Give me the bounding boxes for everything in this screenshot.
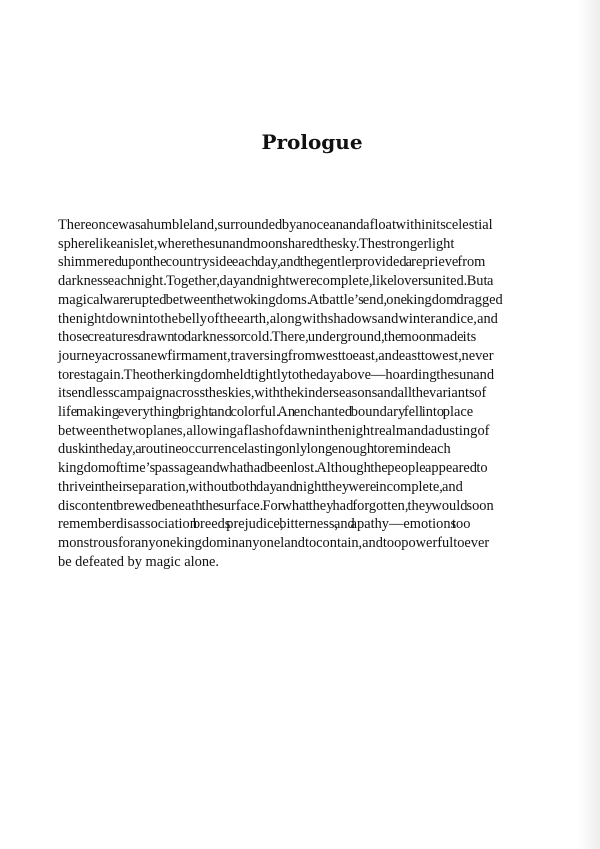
text-line: kingdom of time’s passage and what had been lost. Although the people appeared to <box>58 460 488 477</box>
text-line: shimmered upon the countryside each day, and the gentler provided a reprieve from <box>58 254 486 271</box>
prologue-paragraph <box>58 216 598 571</box>
chapter-title: Prologue <box>261 130 363 154</box>
text-line: be defeated by magic alone. <box>58 553 220 570</box>
text-line: to rest again. The other kingdom held tightly to the day above—hoarding the sun and <box>58 366 495 383</box>
text-line: life making everything bright and colorful. An enchanted boundary fell into place <box>58 404 474 421</box>
text-line: between the two planes, allowing a flash of dawn in the night realm and a dusting of <box>58 422 490 439</box>
text-line: thrive in their separation, without both day and night they were incomplete, and <box>58 478 463 495</box>
text-line: There once was a humble land, surrounded by an ocean and afloat within its celestial <box>58 217 493 233</box>
text-line: those creatures drawn to darkness or cold. There, underground, the moon made its <box>58 329 477 346</box>
text-line: darkness each night. Together, day and night were complete, like lovers united. But a <box>58 273 494 290</box>
text-line: its endless campaign across the skies, with the kinder seasons and all the variants of <box>58 385 487 402</box>
text-line: remember: disassociation breeds prejudice, bitterness, and apathy—emotions too <box>58 516 471 533</box>
text-line: dusk in the day, a routine occurrence lasting only long enough to remind each <box>58 441 451 458</box>
text-line: sphere like an islet, where the sun and moon shared the sky. The stronger light <box>58 235 455 252</box>
text-line: discontent brewed beneath the surface. For what they had forgotten, they would soon <box>58 497 494 514</box>
text-line: magical war erupted between the two kingdoms. At battle’s end, one kingdom dragged <box>58 291 503 308</box>
text-line: the night down into the belly of the earth, along with shadows and winter and ice, and <box>58 310 498 327</box>
text-line: journey across a new firmament, traversing from west to east, and east to west, never <box>58 347 494 364</box>
text-line: monstrous for any one kingdom in any one land to contain, and too powerful to ever <box>58 534 490 551</box>
